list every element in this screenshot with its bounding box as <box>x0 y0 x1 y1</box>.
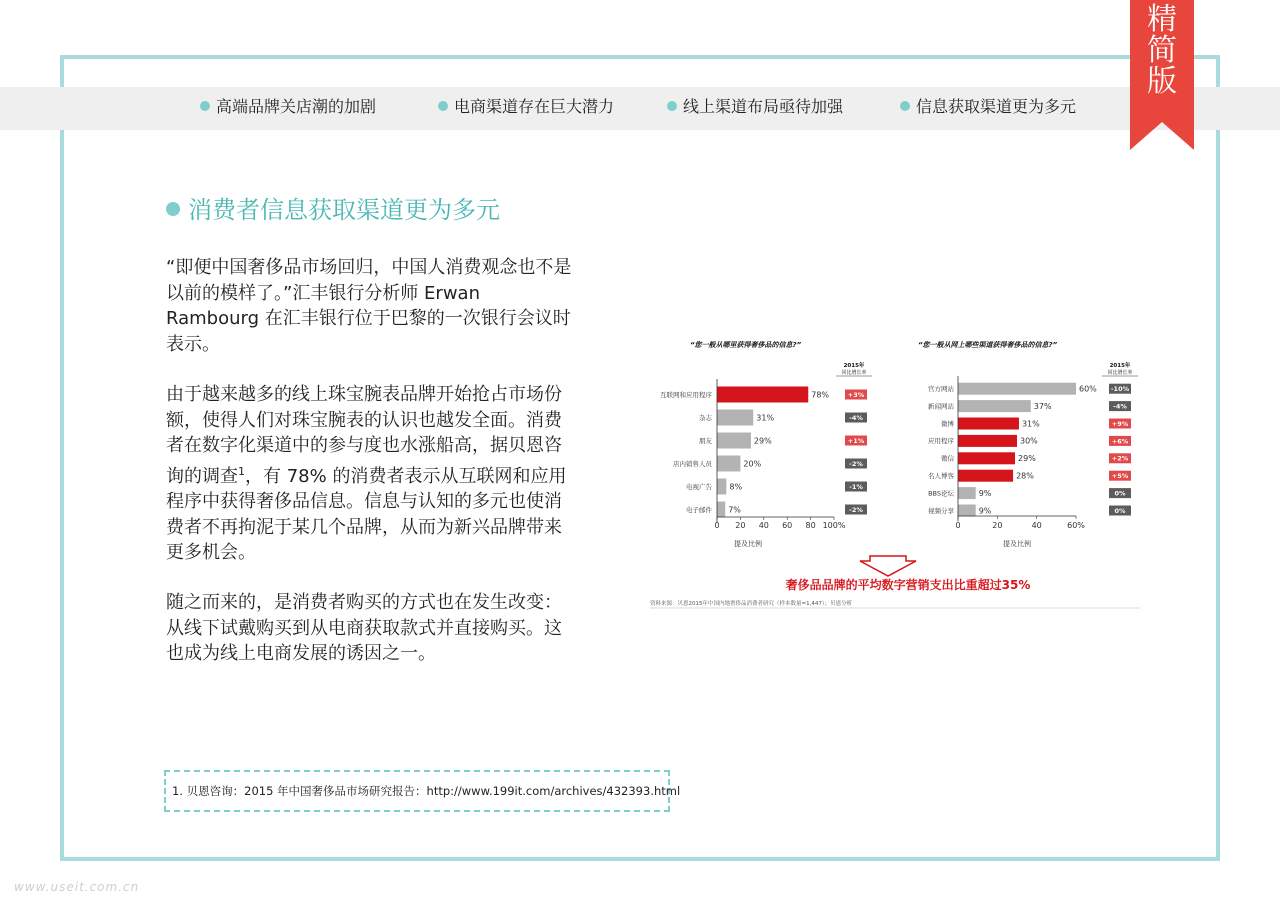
nav-item-label: 电商渠道存在巨大潜力 <box>454 97 615 116</box>
section-title-text: 消费者信息获取渠道更为多元 <box>188 196 500 224</box>
growth-value: 0% <box>1114 506 1126 515</box>
bar <box>717 456 740 472</box>
paragraph-purchase-change: 随之而来的，是消费者购买的方式也在发生改变：从线下试戴购买到从电商获取款式并直接购买。这也成为线上电商发展的诱因之一。 <box>166 592 562 664</box>
growth-header-year: 2015年 <box>1109 363 1131 369</box>
down-arrow-icon <box>860 556 916 576</box>
paragraph-text: ，有 78% 的消费者表示从互联网和应用程序中获得奢侈品信息。信息与认知的多元也使消费者不再拘泥于某几个品牌，从而为新兴品牌带来更多机会。 <box>166 465 567 563</box>
category-label: BBS论坛 <box>928 489 954 498</box>
x-tick-label: 100% <box>822 521 846 530</box>
value-label: 78% <box>811 390 830 400</box>
category-label: 应用程序 <box>928 437 954 446</box>
bar <box>717 387 808 403</box>
x-axis-label: 提及比例 <box>1003 540 1031 548</box>
value-label: 30% <box>1020 436 1038 446</box>
growth-value: -4% <box>1113 402 1127 411</box>
bullet-dot-icon <box>200 101 210 111</box>
x-tick-label: 60% <box>1067 521 1085 530</box>
x-tick-label: 0 <box>714 521 720 530</box>
footnote-box <box>164 770 681 812</box>
footnote-text: 1. 贝恩咨询：2015 年中国奢侈品市场研究报告：http://www.199it.com/archives/432393.html <box>172 784 681 798</box>
growth-value: -10% <box>1110 385 1130 394</box>
category-label: 名人博客 <box>928 472 954 480</box>
nav-item-label: 信息获取渠道更为多元 <box>916 97 1077 116</box>
bar <box>958 435 1017 447</box>
growth-value: +1% <box>847 436 865 445</box>
footnote-ref[interactable]: 1 <box>238 464 245 478</box>
paragraph-text: 由于越来越多的线上珠宝腕表品牌开始抢占市场份额，使得人们对珠宝腕表的认识也越发全面。消费者在数字化渠道中的参与度也水涨船高，据贝恩咨询的调查 <box>166 384 562 487</box>
x-tick-label: 40 <box>758 521 769 530</box>
growth-value: +3% <box>847 390 865 399</box>
value-label: 8% <box>729 482 743 492</box>
bar <box>717 502 725 518</box>
bar <box>717 410 753 426</box>
value-label: 60% <box>1079 384 1097 394</box>
value-label: 37% <box>1033 401 1052 411</box>
nav-item-label: 线上渠道布局亟待加强 <box>683 97 844 116</box>
category-label: 电子邮件 <box>686 505 712 514</box>
survey-charts <box>640 330 1150 620</box>
bullet-dot-icon <box>900 101 910 111</box>
bar <box>958 505 976 517</box>
paragraph-digital-engagement <box>166 382 576 566</box>
chart-title: “您一般从网上哪些渠道获得奢侈品的信息?” <box>918 341 1058 349</box>
ribbon-badge <box>1130 4 1194 97</box>
category-label: 微博 <box>941 419 954 428</box>
category-label: 新闻网站 <box>928 402 954 411</box>
growth-value: +2% <box>1111 454 1129 463</box>
x-tick-label: 80 <box>805 521 816 530</box>
value-label: 9% <box>978 506 992 516</box>
category-label: 视频分享 <box>928 506 954 515</box>
chart-title: “您一般从哪里获得奢侈品的信息?” <box>690 341 802 349</box>
value-label: 28% <box>1016 471 1034 481</box>
bar <box>717 479 726 495</box>
bar <box>958 452 1015 464</box>
chart-online-info-sources <box>918 340 1138 548</box>
value-label: 29% <box>1018 454 1036 464</box>
value-label: 7% <box>728 505 741 515</box>
nav-item-ecommerce-potential[interactable] <box>438 97 614 117</box>
growth-value: +9% <box>1111 419 1129 428</box>
bar <box>958 470 1013 482</box>
category-label: 杂志 <box>699 413 712 422</box>
nav-item-online-channels[interactable] <box>667 97 843 117</box>
paragraph-quote: “即便中国奢侈品市场回归，中国人消费观念也不是以前的模样了。”汇丰银行分析师 Erwan Rambourg 在汇丰银行位于巴黎的一次银行会议时表示。 <box>166 257 572 355</box>
growth-value: 0% <box>1114 489 1126 498</box>
growth-value: +5% <box>1111 472 1129 481</box>
growth-value: -4% <box>849 413 863 422</box>
category-label: 互联网和应用程序 <box>660 390 712 399</box>
growth-header-year: 2015年 <box>843 363 865 369</box>
value-label: 20% <box>743 459 762 469</box>
nav-item-label: 高端品牌关店潮的加剧 <box>216 97 377 116</box>
watermark: www.useit.com.cn <box>14 880 140 894</box>
x-tick-label: 40 <box>1031 521 1042 530</box>
x-axis-label: 提及比例 <box>734 540 762 548</box>
badge-char: 简 <box>1147 33 1177 68</box>
growth-value: -1% <box>849 482 863 491</box>
bullet-dot-icon <box>438 101 448 111</box>
x-tick-label: 20 <box>992 521 1003 530</box>
category-label: 店内销售人员 <box>673 459 712 468</box>
section-title <box>166 190 500 225</box>
badge-char: 精 <box>1147 2 1177 37</box>
chart-conclusion: 奢侈品品牌的平均数字营销支出比重超过35% <box>785 578 1031 592</box>
x-tick-label: 20 <box>735 521 746 530</box>
category-label: 朋友 <box>699 436 712 445</box>
bullet-dot-icon <box>166 202 180 216</box>
category-label: 电视广告 <box>686 482 712 491</box>
growth-value: -2% <box>849 505 863 514</box>
badge-char: 版 <box>1147 64 1177 99</box>
value-label: 9% <box>978 488 992 498</box>
bar <box>958 487 976 499</box>
x-tick-label: 0 <box>955 521 961 530</box>
value-label: 31% <box>1021 419 1040 429</box>
nav-item-store-closures[interactable] <box>200 97 376 117</box>
top-nav-bar <box>0 87 1280 130</box>
bar <box>958 418 1019 430</box>
bar <box>958 383 1076 395</box>
chart-source: 资料来源：贝恩2015年中国内地奢侈品消费者研究（样本数量=1,447）；贝恩分析 <box>650 601 853 607</box>
bar <box>717 433 751 449</box>
category-label: 官方网站 <box>928 385 954 393</box>
bar <box>958 400 1031 412</box>
growth-header-label: 同比增长率 <box>841 370 867 376</box>
growth-header-label: 同比增长率 <box>1107 370 1133 376</box>
value-label: 31% <box>756 413 775 423</box>
x-tick-label: 60 <box>782 521 793 530</box>
nav-item-info-channels[interactable] <box>900 97 1076 117</box>
category-label: 微信 <box>941 454 954 463</box>
chart-info-sources <box>660 340 872 548</box>
growth-value: -2% <box>849 459 863 468</box>
value-label: 29% <box>753 436 772 446</box>
bullet-dot-icon <box>667 101 677 111</box>
growth-value: +6% <box>1111 437 1129 446</box>
